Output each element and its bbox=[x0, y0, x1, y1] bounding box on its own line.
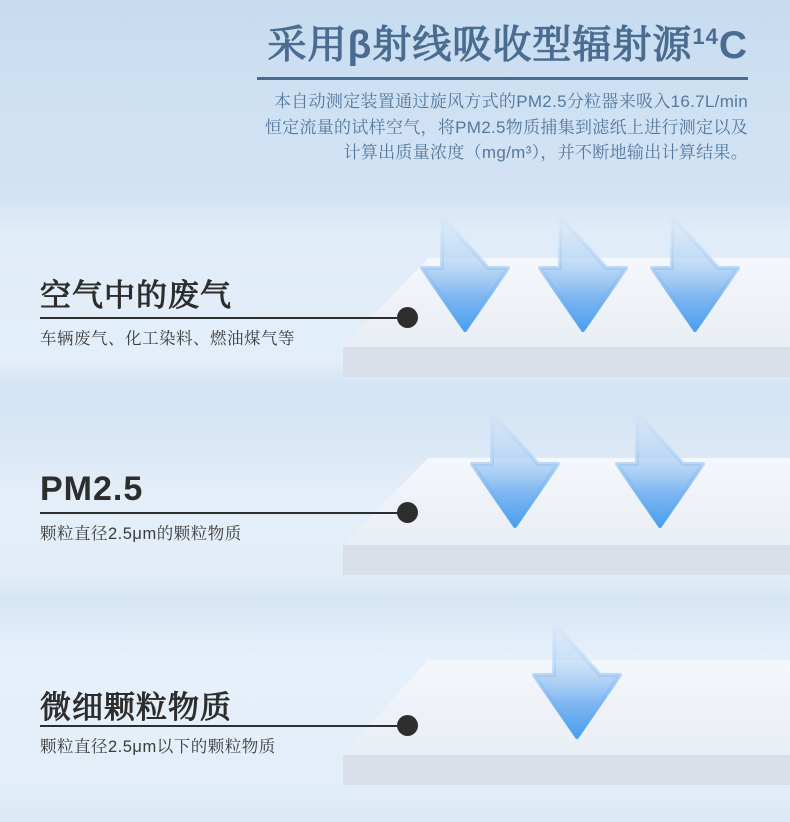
connector-line bbox=[40, 317, 400, 319]
title-underline bbox=[257, 77, 748, 80]
layer-graphic-exhaust bbox=[340, 210, 790, 390]
intro-line-1: 本自动测定装置通过旋风方式的PM2.5分粒器来吸入16.7L/min bbox=[274, 92, 748, 111]
title-block bbox=[232, 24, 748, 166]
page-title bbox=[232, 24, 748, 68]
layer-front-face bbox=[343, 755, 790, 785]
connector-line bbox=[40, 512, 400, 514]
page-title-isotope: C bbox=[718, 24, 748, 67]
intro-paragraph bbox=[232, 89, 748, 166]
section-description-pm25: 颗粒直径2.5μm的颗粒物质 bbox=[40, 525, 242, 543]
layer-front-face bbox=[343, 347, 790, 377]
page-title-superscript: 14 bbox=[692, 24, 719, 49]
connector-dot bbox=[397, 502, 418, 523]
layer-graphic-fine-particles bbox=[340, 610, 790, 795]
connector-dot bbox=[397, 307, 418, 328]
connector-line bbox=[40, 725, 400, 727]
intro-line-3: 计算出质量浓度（mg/m³），并不断地输出计算结果。 bbox=[343, 143, 748, 162]
connector-dot bbox=[397, 715, 418, 736]
section-heading-fine-particles: 微细颗粒物质 bbox=[40, 690, 232, 725]
section-description-exhaust: 车辆废气、化工染料、燃油煤气等 bbox=[40, 330, 295, 348]
section-heading-pm25: PM2.5 bbox=[40, 470, 144, 508]
section-description-fine-particles: 颗粒直径2.5μm以下的颗粒物质 bbox=[40, 738, 276, 756]
intro-line-2: 恒定流量的试样空气，将PM2.5物质捕集到滤纸上进行测定以及 bbox=[264, 117, 748, 137]
page-title-text: 采用β射线吸收型辐射源 bbox=[267, 24, 693, 67]
section-heading-exhaust: 空气中的废气 bbox=[40, 278, 232, 313]
layer-graphic-pm25 bbox=[340, 410, 790, 590]
layer-front-face bbox=[343, 545, 790, 575]
